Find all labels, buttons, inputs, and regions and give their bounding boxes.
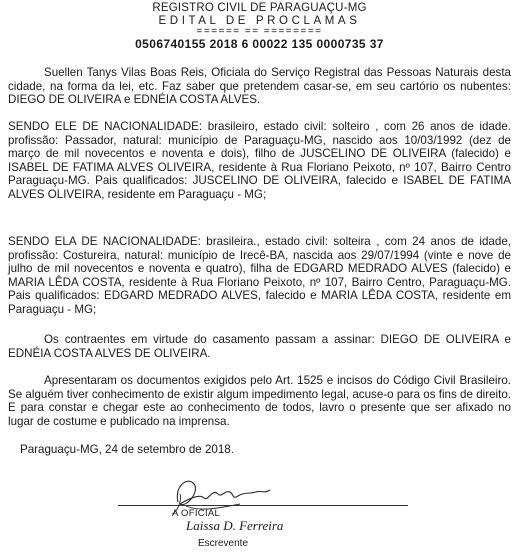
signatory-name: Laissa D. Ferreira (186, 518, 284, 533)
signature-line (118, 505, 408, 506)
title-underline: ====== == ======== (196, 26, 323, 37)
intro-paragraph: Suellen Tanys Vilas Boas Reis, Oficiala do Serviço Registral das Pessoas Naturais desta cidade, na forma da lei, etc. Faz saber que pretendem casar-se, em seu cartório os nubentes: DIEGO DE OLIVEIRA e EDNÉIA COSTA ALVES. (8, 66, 511, 107)
registry-header: REGISTRO CIVIL DE PARAGUAÇU-MG (152, 2, 367, 14)
document-title: EDITAL DE PROCLAMAS (158, 15, 361, 27)
contract-paragraph: Os contraentes em virtude do casamento passam a assinar: DIEGO DE OLIVEIRA e EDNÉIA COSTA ALVES DE OLIVEIRA. (8, 333, 511, 360)
registration-code: 0506740155 2018 6 00022 135 0000735 37 (135, 37, 384, 51)
signatory-role: Escrevente (198, 538, 249, 549)
documents-paragraph: Apresentaram os documentos exigidos pelo Art. 1525 e incisos do Código Civil Brasileiro. Se alguém tiver conhecimento de existir algum impedimento legal, acuse-o para os fins de direito. E para constar e chegar este ao conhecimento de todos, lavro o presente que ser afixado no lugar de costume e publicado na imprensa. (8, 374, 511, 428)
signatory-office: A OFICIAL (172, 508, 221, 519)
issue-date: Paraguaçu-MG, 24 de setembro de 2018. (20, 443, 234, 456)
groom-paragraph: SENDO ELE DE NACIONALIDADE: brasileiro, estado civil: solteiro , com 26 anos de idade. profissão: Passador, natural: município de Paraguaçu-MG, nascido aos 10/03/1992 (dez de março de mil novecentos e noventa e dois), filho de JUSCELINO DE OLIVEIRA (falecido) e ISABEL DE FATIMA ALVES OLIVEIRA, residente à Rua Floriano Peixoto, nº 107, Bairro Centro Paraguaçu-MG. Pais qualificados: JUSCELINO DE OLIVEIRA, falecido e ISABEL DE FATIMA ALVES OLIVEIRA, residente em Paraguaçu - MG; (8, 120, 511, 201)
bride-paragraph: SENDO ELA DE NACIONALIDADE: brasileira., estado civil: solteira , com 24 anos de idade, profissão: Costureira, natural: município de Irecê-BA, nascida aos 29/07/1994 (vinte e nove de julho de mil novecentos e noventa e quatro), filha de EDGARD MEDRADO ALVES (falecido) e MARIA LÊDA COSTA, residente à Rua Floriano Peixoto, nº 107, Bairro Centro, Paraguaçu-MG. Pais qualificados: EDGARD MEDRADO ALVES, falecido e MARIA LÊDA COSTA, residente em Paraguaçu - MG; (8, 235, 511, 316)
